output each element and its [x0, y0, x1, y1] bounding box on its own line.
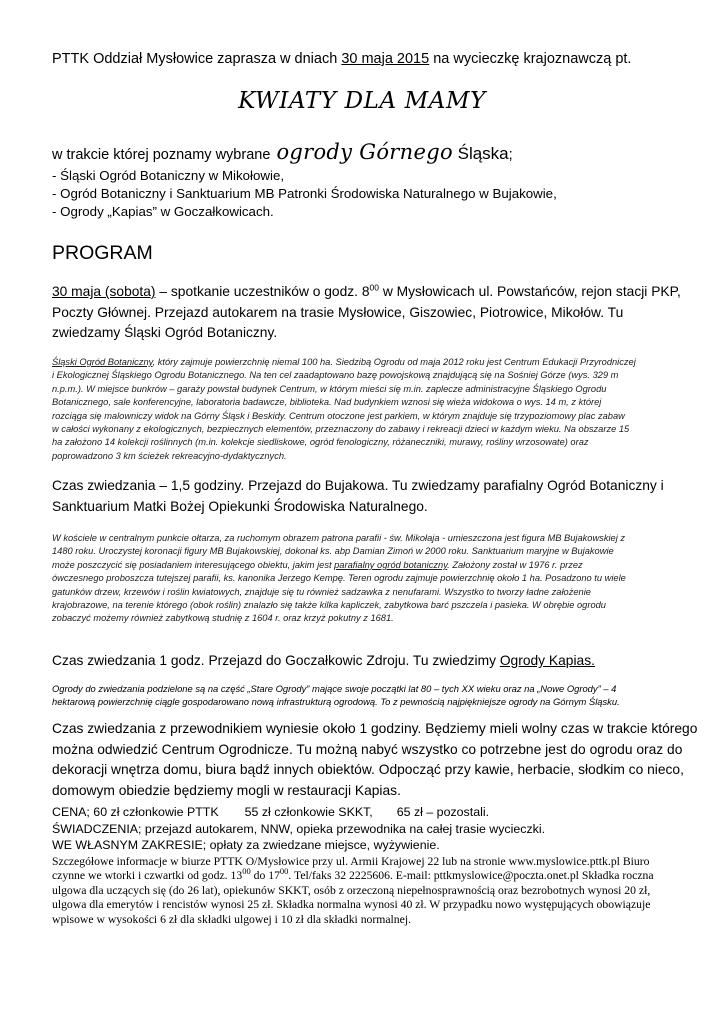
free-time-line: dekoracji wnętrza domu, biura bądź innych obiektów. Odpocząć przy kawie, herbacie, słodkim co nieco, [52, 762, 684, 777]
subtitle-region: Śląska [452, 144, 509, 163]
description-text: , który zajmuje powierzchnię niemal 100 ha. Siedzibą Ogrodu od maja 2012 roku jest Centrum Edukacji Przyrodniczej [152, 357, 636, 367]
description-line [52, 559, 674, 572]
description-line: krajobrazowe, na terenie którego (obok roślin) znalazło się także kilka kapliczek, zabytkowa barć pszczela i pasieka. W obrębie ogrodu [52, 600, 606, 611]
description-line: ówczesnego proboszcza tutejszej parafii, ks. kanonika Jerzego Kempę. Teren ogrodu zajmuje powierzchnię około 1 ha. Posadzono tu wiele [52, 573, 626, 584]
description-text: . Założony został w 1976 r. przez [447, 559, 583, 570]
free-time-line: domowym obiedzie będziemy mogli w restauracji Kapias. [52, 782, 401, 798]
intro-line [52, 51, 631, 67]
price-skkt: 55 zł członkowie SKKT, [244, 805, 373, 819]
program-line [52, 282, 680, 303]
description-line: n.p.m.). W miejsce bunkrów – garaży powstał budynek Centrum, w którym mieści się m.in. zaplecze administracyjne Śląskiego Ogrodu [52, 383, 607, 394]
botanical-garden-description [52, 356, 674, 463]
pricing-block [52, 804, 545, 854]
description-line: w całości wykonany z ekologicznych, bezpiecznych elementów, przeznaczony do zabawy i rekreacji dzieci w każdym wieku. Na obszarze 15 [52, 424, 630, 435]
info-line: wpisowe w wysokości 6 zł dla składki ulgowej i 10 zł dla składki normalnej. [52, 912, 412, 926]
info-text: do 17 [250, 869, 280, 883]
description-line: ha założono 14 kolekcji roślinnych (m.in. kolekcje siedliskowe, ogród fenologiczny, różaneczniki, murawy, rośliny wrzosowate) oraz [52, 437, 589, 448]
program-text: w Mysłowicach ul. Powstańców, rejon stacji PKP, [378, 284, 681, 299]
visit-line: Sanktuarium Matki Bożej Opiekunki Środowiska Naturalnego. [52, 498, 428, 514]
subtitle-text: w trakcie której poznamy wybrane [52, 147, 271, 163]
info-line [52, 866, 692, 883]
description-line: poprowadzono 3 km ścieżek rekreacyjno-dydaktycznych. [52, 450, 287, 461]
description-line: gatunków drzew, krzewów i roślin kwiatowych, znajduje się tu również sadzawka z nenufarami. Wszystko to tworzy ładne założenie [52, 586, 591, 597]
garden-list [52, 167, 557, 221]
trip-title: KWIATY DLA MAMY [238, 88, 486, 114]
visit-text: Czas zwiedzania 1 godz. Przejazd do Goczałkowic Zdroju. Tu zwiedzimy [52, 653, 500, 668]
program-date: 30 maja (sobota) [52, 284, 156, 299]
garden-list-item: - Ogrody „Kapias” w Goczałkowicach. [52, 204, 274, 219]
info-line: ulgowa dla uczących się (do 26 lat), opiekunów SKKT, osób z orzeczoną niepełnosprawnością oraz bezrobotnych wynosi 20 zł, [52, 883, 651, 897]
free-time-paragraph [52, 719, 698, 801]
free-time-line: można odwiedzić Centrum Ogrodnicze. Tu możną nabyć wszystko co potrzebne jest do ogrodu oraz do [52, 741, 683, 757]
subtitle-fancy: ogrody Górnego [276, 140, 453, 164]
garden-list-item: - Śląski Ogród Botaniczny w Mikołowie, [52, 168, 285, 183]
program-line: Poczty Głównej. Przejazd autokarem na trasie Mysłowice, Giszowiec, Piotrowice, Mikołów. Tu [52, 304, 624, 320]
info-text: czynne we wtorki i czwartki od godz. 13 [52, 869, 243, 883]
subtitle-end: ; [508, 147, 513, 163]
info-line: Szczegółowe informacje w biurze PTTK O/Mysłowice przy ul. Armii Krajowej 22 lub na stronie www.myslowice.pttk.pl Biuro [52, 855, 650, 868]
price-line [52, 804, 545, 821]
kapias-gardens-link: Ogrody Kapias. [499, 653, 595, 668]
visit-line [52, 651, 680, 672]
garden-name-link: Śląski Ogród Botaniczny [52, 357, 153, 367]
time-superscript: 00 [279, 866, 289, 877]
trip-date: 30 maja 2015 [341, 51, 430, 67]
parish-garden-link: parafialny ogród botaniczny [334, 559, 448, 570]
visit-line: Czas zwiedzania – 1,5 godziny. Przejazd do Bujakowa. Tu zwiedzamy parafialny Ogród Botaniczny i [52, 478, 664, 493]
description-line: W kościele w centralnym punkcie ołtarza, za ruchomym obrazem patrona parafii - św. Mikołaja - umieszczona jest figura MB Bujakowskiej z [52, 533, 626, 543]
garden-list-item: - Ogród Botaniczny i Sanktuarium MB Patronki Środowiska Naturalnego w Bujakowie, [52, 186, 557, 201]
info-line: ulgowa dla emerytów i rencistów wynosi 25 zł. Składka normalna wynosi 40 zł. W przypadku nowo występujących obowiązuje [52, 898, 651, 912]
description-line [52, 356, 674, 369]
subtitle-line [52, 140, 513, 164]
free-time-line: Czas zwiedzania z przewodnikiem wyniesie około 1 godziny. Będziemy mieli wolny czas w trakcie którego [52, 721, 698, 736]
price-others: 65 zł – pozostali. [396, 805, 490, 819]
visit-kapias-paragraph [52, 651, 680, 672]
program-paragraph [52, 282, 680, 344]
own-scope-line: WE WŁASNYM ZAKRESIE; opłaty za zwiedzane miejsce, wyżywienie. [52, 838, 440, 853]
visit-bujakow-paragraph [52, 476, 680, 517]
program-text: – spotkanie uczestników o godz. 8 [155, 284, 370, 299]
program-line: zwiedzamy Śląski Ogród Botaniczny. [52, 325, 278, 340]
benefits-line: ŚWIADCZENIA; przejazd autokarem, NNW, opieka przewodnika na całej trasie wycieczki. [52, 821, 546, 836]
info-text: . Tel/faks 32 2225606. E-mail: pttkmyslowice@poczta.onet.pl Składka roczna [288, 869, 654, 883]
description-line: i Ekologicznej Śląskiego Ogrodu Botanicznego. Na ten cel zaadaptowano bazę powojskową znajdującą się na Sośniej Górze (wys. 329 m [52, 370, 619, 381]
sanctuary-description [52, 532, 674, 626]
note-line: Ogrody do zwiedzania podzielone są na część „Stare Ogrody” mające swoje początki lat 80 – tych XX wieku oraz na „Nowe Ogrody” – 4 [52, 683, 617, 694]
intro-text-end: na wycieczkę krajoznawczą pt. [429, 51, 632, 67]
description-line: rozciąga się malowniczy widok na Górny Śląsk i Beskidy. Centrum otoczone jest parkiem, w którym znajduje się trzypoziomowy plac zabaw [52, 410, 625, 421]
time-superscript: 00 [242, 866, 251, 877]
description-line: 1480 roku. Uroczystej koronacji figury MB Bujakowskiej, dokonał ks. abp Damian Zimoń w 2000 roku. Sanktuarium maryjne w Bujakowie [52, 546, 614, 557]
info-block [52, 855, 692, 927]
intro-text: PTTK Oddział Mysłowice zaprasza w dniach [52, 51, 342, 67]
note-line: hektarową powierzchnię ciągle gospodarowano nową infrastrukturą ogrodową. To z pewnością najpiękniejsze ogrody na Górnym Śląsku. [52, 695, 620, 707]
program-heading: PROGRAM [52, 242, 153, 264]
kapias-note [52, 683, 680, 708]
time-superscript: 00 [369, 282, 379, 293]
description-line: zobaczyć możemy również zabytkową studnię z 1604 r. oraz krzyż pokutny z 1681. [52, 613, 394, 624]
description-line: Botanicznego, sale konferencyjne, laboratoria badawcze, biblioteka. Nad budynkiem wznosi się wieża widokowa o wys. 14 m, z której [52, 397, 602, 408]
description-text: może poszczycić się posiadaniem interesującego obiektu, jakim jest [52, 559, 335, 570]
price-pttk: CENA; 60 zł członkowie PTTK [52, 805, 219, 819]
